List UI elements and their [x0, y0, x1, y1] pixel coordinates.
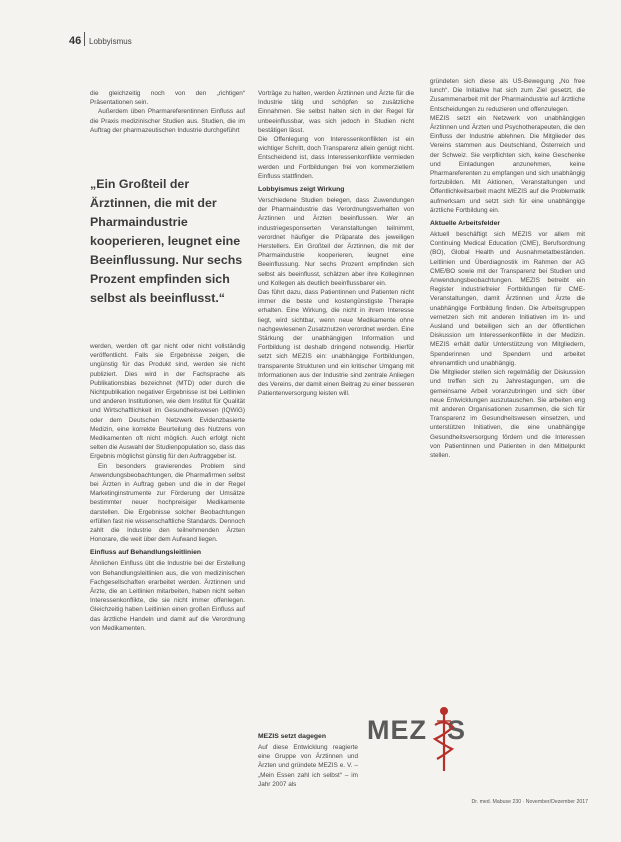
caduceus-icon	[431, 705, 457, 775]
column-2-bottom	[258, 728, 358, 789]
paragraph: Aktuell beschäftigt sich MEZIS vor allem mit Continuing Medical Education (CME), Berufsordnung (BO), Global Health und Ausnahmetatbeständen. Leitlinien und Überdiagnostik im Rahmen der AG CME/BO sowie mit der Transparenz bei Studien und Anwendungsbeobachtungen. MEZIS betreibt ein Register industriefreier Fortbildungen für CME-Veranstaltungen, damit Ärztinnen und Ärzte die unabhängige Fortbildung finden. Die Arbeitsgruppen vernetzen sich mit anderen Initiativen im In- und Ausland und beteiligen sich an der öffentlichen Diskussion um Interessenkonflikte in der Medizin. MEZIS erhält dafür Unterstützung von Mitgliedern, Spenderinnen und Spendern und arbeitet ehrenamtlich und unabhängig. Die Mitglieder stellen sich regelmäßig der Diskussion und treffen sich zu Jahrestagungen, um die gemeinsame Arbeit voranzubringen und sich über neue Entwicklungen auszutauschen. Sie arbeiten eng mit anderen Organisationen zusammen, die sich für Transparenz im Gesundheitswesen einsetzen, und unterstützen Initiativen, die eine unabhängige Gesundheitsversorgung fördern und die Interessen von Patientinnen und Patienten in den Mittelpunkt stellen.	[430, 231, 585, 459]
section-title: Lobbyismus	[89, 37, 132, 46]
paragraph: werden, werden oft gar nicht oder nicht vollständig veröffentlicht. Falls sie Ergebnisse zeigen, die ungünstig für das Produkt sind, werden sie nicht publiziert. Dies wird in der Fachsprache als Publikationsbias bezeichnet (MTD) oder durch die Nichtpublikation negativer Ergebnisse ist bei Leitlinien und anderen Institutionen, wie dem Institut für Qualität und Wirtschaftlichkeit im Gesundheitswesen (IQWiG) oder dem Deutschen Netzwerk Evidenzbasierte Medizin, eine korrekte Beurteilung des Nutzens von Medikamenten oft nicht möglich. Auch erfolgt nicht selten die Auswahl der Studienpopulation so, dass das Ergebnis möglichst günstig für den Auftraggeber ist.	[90, 343, 245, 461]
header-divider	[84, 32, 85, 46]
paragraph: Ähnlichen Einfluss übt die Industrie bei der Erstellung von Behandlungsleitlinien aus, die von medizinischen Fachgesellschaften erarbeitet werden. Ärztinnen und Ärzte, die an Leitlinien mitarbeiten, haben nicht selten Interessenkonflikte, die sie nicht immer offenlegen. Gleichzeitig haben Leitlinien einen großen Einfluss auf das ärztliche Handeln und damit auf die Verordnung von Medikamenten.	[90, 560, 245, 632]
column-2	[258, 89, 414, 399]
paragraph: Außerdem üben Pharmareferentinnen Einfluss auf die Praxis medizinischer Studien aus. Studien, die im Auftrag der pharmazeutischen Industrie durchgeführt	[90, 108, 245, 134]
subheading-effect: Lobbyismus zeigt Wirkung	[258, 186, 345, 194]
pull-quote: „Ein Großteil der Ärztinnen, die mit der Pharmaindustrie kooperieren, leugnet eine Beeinflussung. Nur sechs Prozent empfinden sich selbst als beeinflusst.“	[90, 177, 243, 305]
logo-letters: MEZ	[367, 715, 427, 745]
mezis-logo	[367, 705, 485, 785]
footer: Dr. med. Mabuse 230 · November/Dezember 2017	[471, 799, 588, 805]
page-number: 46	[69, 35, 82, 47]
logo-wordmark: MEZ S	[367, 715, 467, 745]
column-3	[430, 77, 585, 460]
subheading-mezis: MEZIS setzt dagegen	[258, 733, 326, 740]
paragraph: Verschiedene Studien belegen, dass Zuwendungen der Pharmaindustrie das Verordnungsverhalten von Ärztinnen und Ärzten beeinflussen. Wer an industriegesponserten Veranstaltungen teilnimmt, verordnet häufiger die Präparate des jeweiligen Herstellers. Ein Großteil der Ärztinnen, die mit der Pharmaindustrie kooperieren, leugnet eine Beeinflussung. Nur sechs Prozent empfinden sich selbst als beeinflusst, schätzen aber ihre Kolleginnen und Kollegen als deutlich beeinflussbarer ein. Das führt dazu, dass Patientinnen und Patienten nicht immer die beste und kostengünstigste Therapie erhalten. Eine Wirkung, die nicht in ihrem Interesse liegt, wird sichtbar, wenn neue Medikamente ohne nachgewiesenen Zusatznutzen verordnet werden. Eine Stärkung der unabhängigen Information und Fortbildung ist deshalb dringend notwendig. Hierfür setzt sich MEZIS ein: unabhängige Fortbildungen, transparente Strukturen und ein kritischer Umgang mit Informationen aus der Industrie sind zentrale Anliegen des Vereins, der damit einen Beitrag zu einer besseren Patientenversorgung leisten will.	[258, 197, 414, 398]
paragraph: Vorträge zu halten, werden Ärztinnen und Ärzte für die Industrie tätig und schöpfen so zusätzliche Einnahmen. Sie selbst halten sich in der Regel für unbeeinflussbar, was sich jedoch in Studien nicht bestätigen lässt. Die Offenlegung von Interessenkonflikten ist ein wichtiger Schritt, doch Transparenz allein genügt nicht. Entscheidend ist, dass Interessenkonflikte vermieden werden und Fortbildungen frei von kommerziellem Einfluss stattfinden.	[258, 90, 414, 180]
subheading-work: Aktuelle Arbeitsfelder	[430, 220, 501, 228]
paragraph: Auf diese Entwicklung reagierte eine Gruppe von Ärztinnen und Ärzten und gründete MEZIS e. V. – „Mein Essen zahl ich selbst“ – im Jahr 2007 als	[258, 744, 358, 788]
subheading-influence: Einfluss auf Behandlungsleitlinien	[90, 549, 202, 557]
column-1-top	[90, 89, 245, 135]
paragraph: die gleichzeitig noch von den „richtigen“ Präsentationen sein.	[90, 90, 245, 107]
column-1-bottom	[90, 342, 245, 633]
paragraph: Ein besonders gravierendes Problem sind Anwendungsbeobachtungen, die Pharmafirmen selbst bei Ärzten in Auftrag geben und die in der Regel Marketinginstrumente zur Förderung der Umsätze bestimmter neuer hochpreisiger Medikamente darstellen. Die Ergebnisse solcher Beobachtungen erfüllen fast nie wissenschaftliche Standards. Dennoch zahlt die Industrie den teilnehmenden Ärzten Honorare, die weit über dem Aufwand liegen.	[90, 462, 245, 544]
paragraph: gründeten sich diese als US-Bewegung „No free lunch“. Die Initiative hat sich zum Ziel gesetzt, die Zusammenarbeit mit der Pharmaindustrie auf ärztliche Entscheidungen zu reduzieren und offenzulegen. MEZIS setzt ein Netzwerk von unabhängigen Ärztinnen und Ärzten und Psychotherapeuten, die den Einfluss der Industrie ablehnen. Die Mitglieder des Vereins stammen aus Deutschland, Österreich und der Schweiz. Sie verpflichten sich, keine Geschenke und Einladungen anzunehmen, keine Pharmareferenten zu empfangen und sich unabhängig fortzubilden. Mit Aktionen, Veranstaltungen und Öffentlichkeitsarbeit macht MEZIS auf die Problematik aufmerksam und setzt sich für eine unabhängige ärztliche Fortbildung ein.	[430, 78, 585, 214]
